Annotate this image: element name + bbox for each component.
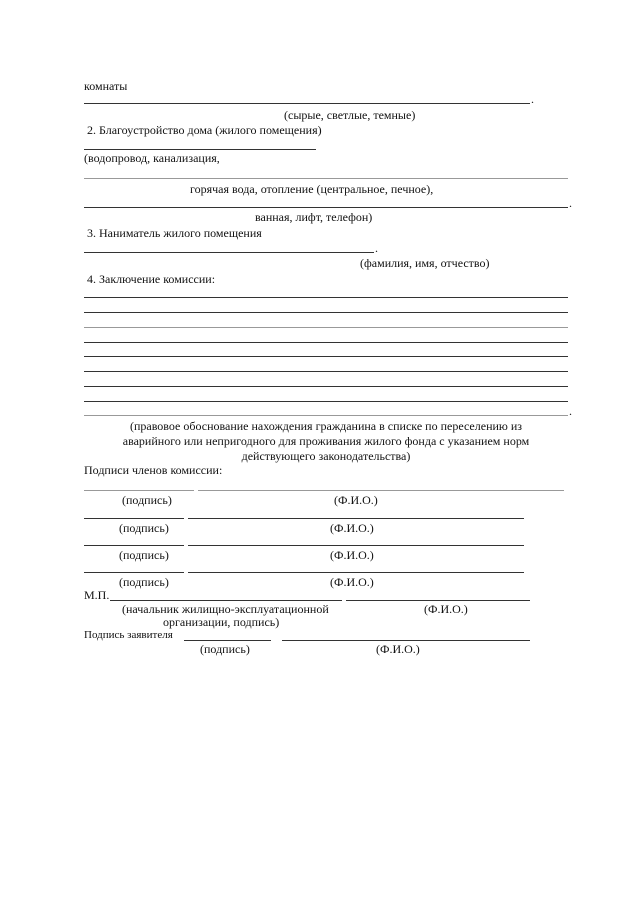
mp-label: М.П. [84,588,110,602]
member-signature-hint: (подпись) [119,575,169,589]
conclusion-hint-1: (правовое обоснование нахождения гражданина в списке по переселению из [129,419,523,433]
manager-hint-2: организации, подпись) [163,615,280,629]
member-name-line[interactable] [198,490,564,491]
conclusion-line[interactable] [84,401,568,402]
conclusion-line[interactable] [84,356,568,357]
amenities-field-line-3[interactable] [84,207,568,208]
conclusion-line[interactable] [84,327,568,328]
section3-title: 3. Наниматель жилого помещения [87,226,262,240]
tenant-hint: (фамилия, имя, отчество) [360,256,490,270]
manager-name-line[interactable] [346,600,530,601]
manager-name-hint: (Ф.И.О.) [424,602,468,616]
member-signature-hint: (подпись) [119,548,169,562]
conclusion-line[interactable] [84,342,568,343]
rooms-label: комнаты [84,79,128,93]
member-name-hint: (Ф.И.О.) [330,575,374,589]
amenities-hint-1: (водопровод, канализация, [84,151,220,165]
member-signature-line[interactable] [84,490,194,491]
conclusion-line[interactable] [84,371,568,372]
amenities-period: . [569,196,572,210]
member-signature-hint: (подпись) [119,521,169,535]
member-name-line[interactable] [188,518,524,519]
applicant-name-hint: (Ф.И.О.) [376,642,420,656]
tenant-period: . [375,241,378,255]
manager-hint-1: (начальник жилищно-эксплуатационной [122,602,329,616]
conclusion-hint-3: действующего законодательства) [241,449,411,463]
amenities-hint-3: ванная, лифт, телефон) [255,210,373,224]
member-name-hint: (Ф.И.О.) [334,493,378,507]
member-name-hint: (Ф.И.О.) [330,521,374,535]
member-name-line[interactable] [188,572,524,573]
member-signature-line[interactable] [84,545,184,546]
applicant-signature-hint: (подпись) [200,642,250,656]
conclusion-period: . [569,404,572,418]
amenities-field-line-1[interactable] [84,149,316,150]
amenities-field-line-2[interactable] [84,178,568,179]
rooms-period: . [531,92,534,106]
member-signature-line[interactable] [84,572,184,573]
conclusion-line[interactable] [84,297,568,298]
tenant-field-line[interactable] [84,252,374,253]
conclusion-hint-2: аварийного или непригодного для проживания жилого фонда с указанием норм [122,434,530,448]
member-signature-hint: (подпись) [122,493,172,507]
manager-signature-line[interactable] [110,600,342,601]
conclusion-line[interactable] [84,415,568,416]
applicant-label: Подпись заявителя [84,629,173,641]
signatures-title: Подписи членов комиссии: [84,463,223,477]
conclusion-line[interactable] [84,312,568,313]
conclusion-line[interactable] [84,386,568,387]
amenities-hint-2: горячая вода, отопление (центральное, печное), [190,182,434,196]
applicant-signature-line[interactable] [184,640,271,641]
rooms-hint: (сырые, светлые, темные) [284,108,416,122]
member-name-hint: (Ф.И.О.) [330,548,374,562]
section4-title: 4. Заключение комиссии: [87,272,216,286]
applicant-name-line[interactable] [282,640,530,641]
member-signature-line[interactable] [84,518,184,519]
rooms-field-line[interactable] [84,103,530,104]
member-name-line[interactable] [188,545,524,546]
section2-title: 2. Благоустройство дома (жилого помещения) [87,123,322,137]
